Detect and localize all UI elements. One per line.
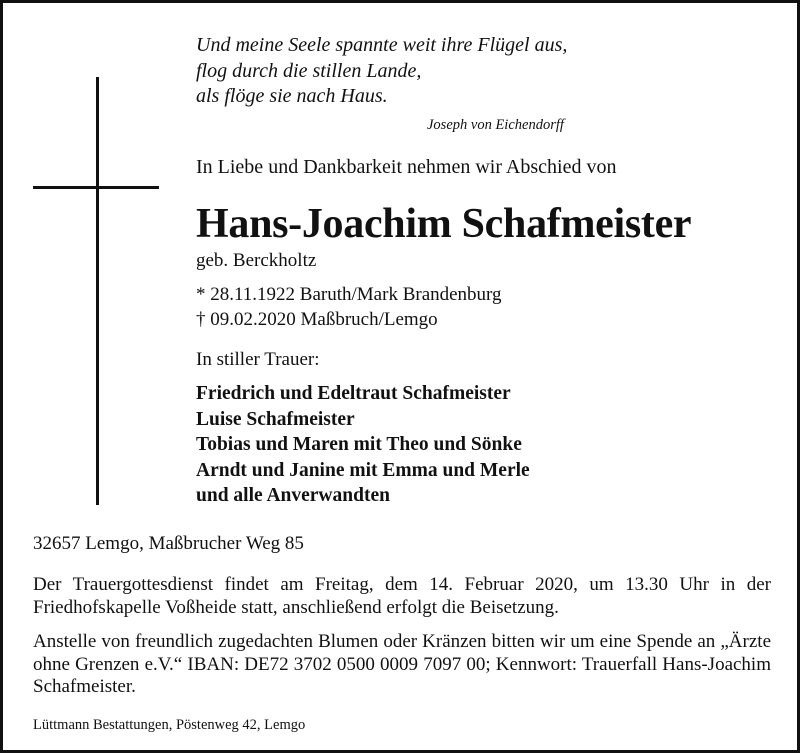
cross-vertical-bar	[96, 77, 99, 505]
farewell-intro: In Liebe und Dankbarkeit nehmen wir Abschied von	[196, 156, 617, 178]
mourners-list	[196, 381, 530, 509]
funeral-service-info: Der Trauergottesdienst findet am Freitag, dem 14. Februar 2020, um 13.30 Uhr in der Friedhofskapelle Voßheide statt, anschließend erfolgt die Beisetzung.	[33, 574, 771, 618]
mourner-entry: Friedrich und Edeltraut Schafmeister	[196, 383, 511, 404]
birth-name: geb. Berckholtz	[196, 250, 317, 271]
poem-author: Joseph von Eichendorff	[427, 117, 564, 133]
mourner-entry: und alle Anverwandten	[196, 485, 390, 506]
deceased-name: Hans-Joachim Schafmeister	[196, 201, 692, 247]
poem-quote	[196, 33, 636, 133]
cross-horizontal-bar	[33, 186, 159, 189]
death-date: † 09.02.2020 Maßbruch/Lemgo	[196, 309, 438, 330]
poem-line: flog durch die stillen Lande,	[196, 59, 422, 82]
donation-request: Anstelle von freundlich zugedachten Blumen oder Kränzen bitten wir um eine Spende an „Ärzte ohne Grenzen e.V.“ IBAN: DE72 3702 0500 0009 7097 00; Kennwort: Trauerfall Hans-Joachim Schafmeister.	[33, 631, 771, 697]
poem-line: als flöge sie nach Haus.	[196, 85, 388, 107]
mourner-entry: Arndt und Janine mit Emma und Merle	[196, 459, 530, 481]
mourning-label: In stiller Trauer:	[196, 349, 320, 370]
mourner-entry: Luise Schafmeister	[196, 408, 355, 430]
family-address: 32657 Lemgo, Maßbrucher Weg 85	[33, 533, 304, 554]
birth-date: * 28.11.1922 Baruth/Mark Brandenburg	[196, 284, 502, 305]
funeral-home-footer: Lüttmann Bestattungen, Pöstenweg 42, Lemgo	[33, 717, 306, 733]
poem-line: Und meine Seele spannte weit ihre Flügel aus,	[196, 34, 568, 56]
mourner-entry: Tobias und Maren mit Theo und Sönke	[196, 434, 522, 455]
life-dates	[196, 282, 502, 332]
